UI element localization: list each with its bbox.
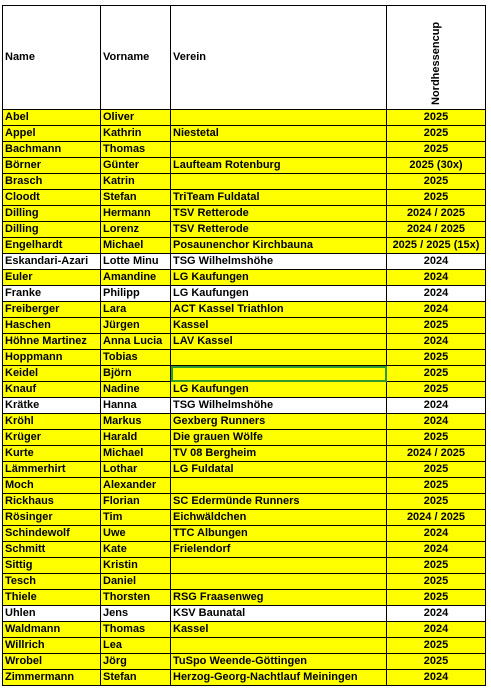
vorname-cell[interactable]: Lothar [101,462,171,478]
verein-cell[interactable]: Niestetal [171,126,387,142]
cup-cell[interactable]: 2025 [387,590,486,606]
name-cell[interactable]: Krätke [3,398,101,414]
header-row [3,6,486,110]
header-vorname[interactable]: Vorname [101,6,171,110]
cup-cell[interactable]: 2024 / 2025 [387,446,486,462]
verein-cell[interactable]: Frielendorf [171,542,387,558]
verein-cell[interactable]: TTC Albungen [171,526,387,542]
cup-cell[interactable]: 2024 [387,414,486,430]
vorname-cell[interactable]: Anna Lucia [101,334,171,350]
table-row [3,350,486,366]
cup-cell[interactable]: 2025 [387,478,486,494]
name-cell[interactable]: Höhne Martinez [3,334,101,350]
name-cell[interactable]: Börner [3,158,101,174]
table-row [3,110,486,126]
table-row [3,670,486,686]
verein-cell[interactable]: LG Fuldatal [171,462,387,478]
vorname-cell[interactable]: Harald [101,430,171,446]
verein-cell[interactable]: TuSpo Weende-Göttingen [171,654,387,670]
table-row [3,142,486,158]
cup-cell[interactable]: 2024 [387,302,486,318]
verein-cell[interactable] [171,638,387,654]
cup-cell[interactable]: 2024 / 2025 [387,222,486,238]
cup-cell[interactable]: 2024 [387,286,486,302]
vorname-cell[interactable]: Tobias [101,350,171,366]
table-row [3,494,486,510]
table-row [3,286,486,302]
vorname-cell[interactable]: Michael [101,446,171,462]
name-cell[interactable]: Kurte [3,446,101,462]
cup-cell[interactable]: 2025 [387,174,486,190]
vorname-cell[interactable]: Katrin [101,174,171,190]
verein-cell[interactable]: LG Kaufungen [171,270,387,286]
header-cup-label: Nordhessencup [430,21,442,105]
cup-cell[interactable]: 2024 / 2025 [387,510,486,526]
name-cell[interactable]: Tesch [3,574,101,590]
verein-cell[interactable]: Eichwäldchen [171,510,387,526]
name-cell[interactable]: Kröhl [3,414,101,430]
cup-cell[interactable]: 2025 [387,494,486,510]
verein-cell[interactable]: LG Kaufungen [171,382,387,398]
cup-cell[interactable]: 2025 [387,654,486,670]
table-row [3,318,486,334]
table-row [3,366,486,382]
cup-cell[interactable]: 2025 [387,558,486,574]
name-cell[interactable]: Appel [3,126,101,142]
verein-cell[interactable]: TSG Wilhelmshöhe [171,398,387,414]
verein-cell[interactable] [171,142,387,158]
table-row [3,334,486,350]
name-cell[interactable]: Eskandari-Azari [3,254,101,270]
verein-cell[interactable] [171,174,387,190]
vorname-cell[interactable]: Michael [101,238,171,254]
vorname-cell[interactable]: Markus [101,414,171,430]
verein-cell[interactable]: Kassel [171,622,387,638]
table-row [3,126,486,142]
cup-cell[interactable]: 2025 [387,190,486,206]
verein-cell[interactable]: LG Kaufungen [171,286,387,302]
vorname-cell[interactable]: Lara [101,302,171,318]
verein-cell[interactable]: RSG Fraasenweg [171,590,387,606]
cup-cell[interactable]: 2024 [387,622,486,638]
table-row [3,574,486,590]
cup-cell[interactable]: 2024 [387,398,486,414]
vorname-cell[interactable]: Hanna [101,398,171,414]
table-row [3,558,486,574]
verein-cell[interactable]: LAV Kassel [171,334,387,350]
vorname-cell[interactable]: Stefan [101,670,171,686]
cup-cell[interactable]: 2024 [387,254,486,270]
cup-cell[interactable]: 2025 [387,574,486,590]
vorname-cell[interactable]: Tim [101,510,171,526]
name-cell[interactable]: Schmitt [3,542,101,558]
table-row [3,238,486,254]
name-cell[interactable]: Willrich [3,638,101,654]
cup-cell[interactable]: 2025 [387,126,486,142]
name-cell[interactable]: Bachmann [3,142,101,158]
table-row [3,254,486,270]
name-cell[interactable]: Moch [3,478,101,494]
cup-cell[interactable]: 2024 / 2025 [387,206,486,222]
table-body [3,110,486,686]
cup-cell[interactable]: 2024 [387,270,486,286]
verein-cell[interactable]: KSV Baunatal [171,606,387,622]
vorname-cell[interactable]: Lotte Minu [101,254,171,270]
table-row [3,190,486,206]
verein-cell[interactable]: Gexberg Runners [171,414,387,430]
vorname-cell[interactable]: Jürgen [101,318,171,334]
name-cell[interactable]: Lämmerhirt [3,462,101,478]
name-cell[interactable]: Engelhardt [3,238,101,254]
cup-cell[interactable]: 2024 [387,542,486,558]
vorname-cell[interactable]: Alexander [101,478,171,494]
table-row [3,462,486,478]
vorname-cell[interactable]: Thorsten [101,590,171,606]
table-row [3,430,486,446]
verein-cell[interactable]: Kassel [171,318,387,334]
name-cell[interactable]: Abel [3,110,101,126]
cup-cell[interactable]: 2025 [387,350,486,366]
table-row [3,174,486,190]
verein-cell[interactable]: ACT Kassel Triathlon [171,302,387,318]
vorname-cell[interactable]: Lorenz [101,222,171,238]
name-cell[interactable]: Knauf [3,382,101,398]
cup-cell[interactable]: 2025 [387,430,486,446]
name-cell[interactable]: Brasch [3,174,101,190]
table-row [3,654,486,670]
name-cell[interactable]: Keidel [3,366,101,382]
verein-cell[interactable]: Laufteam Rotenburg [171,158,387,174]
table-row [3,158,486,174]
cup-cell[interactable]: 2025 [387,366,486,382]
cup-cell[interactable]: 2024 [387,526,486,542]
name-cell[interactable]: Thiele [3,590,101,606]
verein-cell[interactable]: TV 08 Bergheim [171,446,387,462]
name-cell[interactable]: Freiberger [3,302,101,318]
vorname-cell[interactable]: Kathrin [101,126,171,142]
verein-cell[interactable] [171,478,387,494]
table-row [3,622,486,638]
vorname-cell[interactable]: Daniel [101,574,171,590]
name-cell[interactable]: Franke [3,286,101,302]
name-cell[interactable]: Uhlen [3,606,101,622]
vorname-cell[interactable]: Kristin [101,558,171,574]
participants-table [2,5,486,686]
vorname-cell[interactable]: Hermann [101,206,171,222]
vorname-cell[interactable]: Lea [101,638,171,654]
vorname-cell[interactable]: Günter [101,158,171,174]
verein-cell[interactable] [171,558,387,574]
vorname-cell[interactable]: Oliver [101,110,171,126]
table-row [3,526,486,542]
name-cell[interactable]: Dilling [3,206,101,222]
name-cell[interactable]: Krüger [3,430,101,446]
verein-cell[interactable] [171,574,387,590]
verein-cell[interactable]: TriTeam Fuldatal [171,190,387,206]
name-cell[interactable]: Schindewolf [3,526,101,542]
verein-cell[interactable]: TSV Retterode [171,222,387,238]
table-row [3,542,486,558]
table-row [3,302,486,318]
table-row [3,510,486,526]
vorname-cell[interactable]: Jörg [101,654,171,670]
table-row [3,638,486,654]
vorname-cell[interactable]: Thomas [101,142,171,158]
verein-cell[interactable]: Posaunenchor Kirchbauna [171,238,387,254]
vorname-cell[interactable]: Thomas [101,622,171,638]
name-cell[interactable]: Euler [3,270,101,286]
table-row [3,446,486,462]
verein-cell[interactable]: Die grauen Wölfe [171,430,387,446]
name-cell[interactable]: Rösinger [3,510,101,526]
name-cell[interactable]: Zimmermann [3,670,101,686]
cup-cell[interactable]: 2025 [387,110,486,126]
table-row [3,206,486,222]
verein-cell[interactable] [171,366,387,382]
table-row [3,590,486,606]
name-cell[interactable]: Hoppmann [3,350,101,366]
cup-cell[interactable]: 2024 [387,670,486,686]
cup-cell[interactable]: 2025 [387,318,486,334]
name-cell[interactable]: Waldmann [3,622,101,638]
table-row [3,398,486,414]
table-row [3,382,486,398]
name-cell[interactable]: Rickhaus [3,494,101,510]
name-cell[interactable]: Dilling [3,222,101,238]
cup-cell[interactable]: 2025 [387,462,486,478]
header-cup[interactable] [387,6,486,110]
vorname-cell[interactable]: Kate [101,542,171,558]
name-cell[interactable]: Cloodt [3,190,101,206]
cup-cell[interactable]: 2025 / 2025 (15x) [387,238,486,254]
verein-cell[interactable] [171,110,387,126]
cup-cell[interactable]: 2025 [387,638,486,654]
cup-cell[interactable]: 2025 [387,382,486,398]
name-cell[interactable]: Sittig [3,558,101,574]
verein-cell[interactable] [171,350,387,366]
name-cell[interactable]: Haschen [3,318,101,334]
cup-cell[interactable]: 2025 [387,142,486,158]
cup-cell[interactable]: 2024 [387,334,486,350]
table-row [3,478,486,494]
verein-cell[interactable]: Herzog-Georg-Nachtlauf Meiningen [171,670,387,686]
vorname-cell[interactable]: Stefan [101,190,171,206]
cup-cell[interactable]: 2025 (30x) [387,158,486,174]
table-row [3,222,486,238]
vorname-cell[interactable]: Nadine [101,382,171,398]
cup-cell[interactable]: 2024 [387,606,486,622]
vorname-cell[interactable]: Jens [101,606,171,622]
header-name[interactable]: Name [3,6,101,110]
vorname-cell[interactable]: Florian [101,494,171,510]
vorname-cell[interactable]: Amandine [101,270,171,286]
name-cell[interactable]: Wrobel [3,654,101,670]
table-row [3,270,486,286]
table-row [3,414,486,430]
verein-cell[interactable]: SC Edermünde Runners [171,494,387,510]
vorname-cell[interactable]: Uwe [101,526,171,542]
vorname-cell[interactable]: Björn [101,366,171,382]
verein-cell[interactable]: TSG Wilhelmshöhe [171,254,387,270]
vorname-cell[interactable]: Philipp [101,286,171,302]
header-verein[interactable]: Verein [171,6,387,110]
verein-cell[interactable]: TSV Retterode [171,206,387,222]
table-row [3,606,486,622]
